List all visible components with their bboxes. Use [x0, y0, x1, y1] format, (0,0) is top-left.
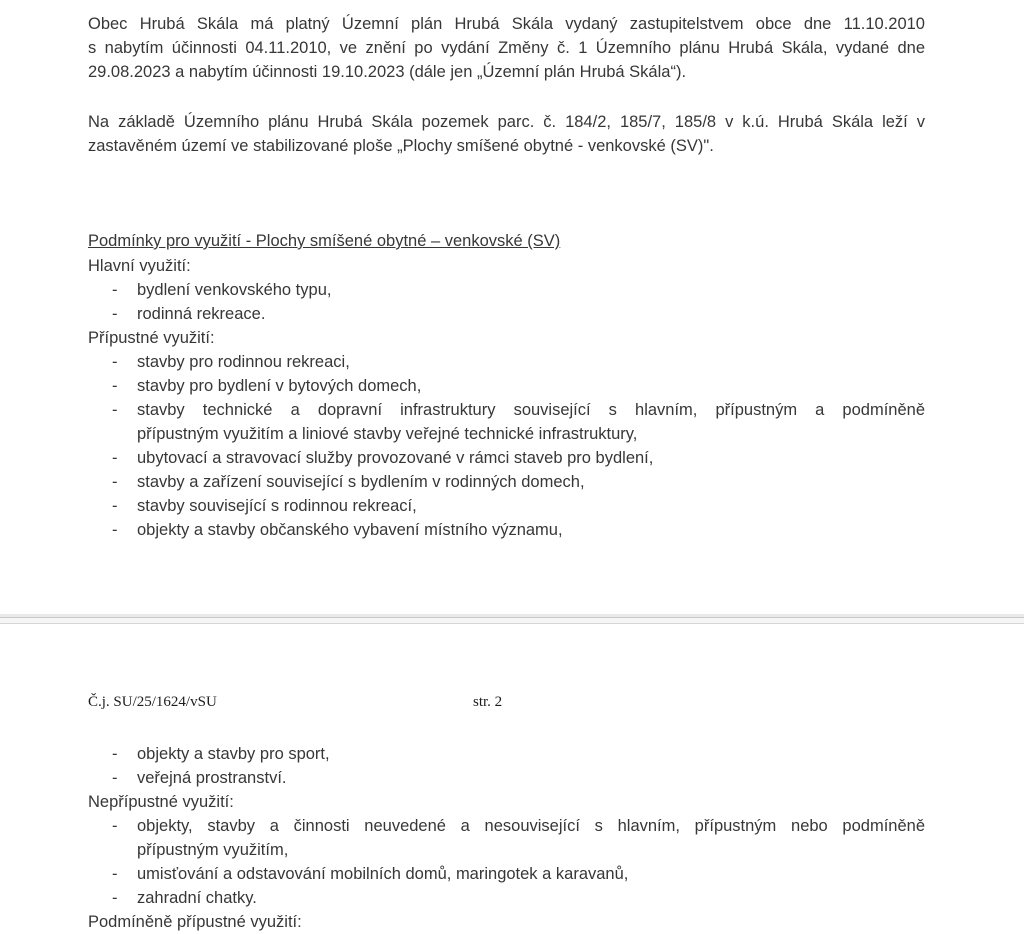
- list-item-text: přípustným využitím a liniové stavby veřejné technické infrastruktury,: [137, 425, 638, 443]
- list-item: [88, 494, 925, 518]
- bullet-dash: -: [112, 745, 118, 763]
- list-item-text: stavby technické a dopravní infrastruktury související s hlavním, přípustným a podmíněně: [137, 401, 925, 419]
- list-item-text: veřejná prostranství.: [137, 769, 287, 787]
- paragraph-line: zastavěném území ve stabilizované ploše „Plochy smíšené obytné - venkovské (SV)".: [88, 137, 714, 155]
- list-item-text: ubytovací a stravovací služby provozované v rámci staveb pro bydlení,: [137, 449, 654, 467]
- conditionally-permissible-use-label: Podmíněně přípustné využití:: [88, 913, 302, 931]
- bullet-dash: -: [112, 521, 118, 539]
- list-item-text: objekty, stavby a činnosti neuvedené a nesouvisející s hlavním, přípustným nebo podmíněně: [137, 817, 925, 835]
- bullet-dash: -: [112, 353, 118, 371]
- list-item: [88, 886, 925, 910]
- bullet-dash: -: [112, 377, 118, 395]
- list-item-text: stavby a zařízení související s bydlením v rodinných domech,: [137, 473, 585, 491]
- impermissible-use-label: Nepřípustné využití:: [88, 793, 234, 811]
- list-item-text: rodinná rekreace.: [137, 305, 266, 323]
- reference-number: Č.j. SU/25/1624/vSU: [88, 694, 217, 710]
- page-break-separator: [0, 614, 1024, 624]
- list-item: [88, 398, 925, 446]
- document-page-2: [0, 624, 1024, 931]
- bullet-dash: -: [112, 865, 118, 883]
- bullet-dash: -: [112, 401, 118, 419]
- bullet-dash: -: [112, 473, 118, 491]
- page-header: [88, 692, 925, 712]
- list-item: [88, 814, 925, 862]
- list-item: [88, 350, 925, 374]
- list-item-text: umisťování a odstavování mobilních domů, maringotek a karavanů,: [137, 865, 629, 883]
- page-number-label: str. 2: [473, 694, 503, 710]
- list-item-text: zahradní chatky.: [137, 889, 257, 907]
- list-item-text: objekty a stavby pro sport,: [137, 745, 330, 763]
- bullet-dash: -: [112, 281, 118, 299]
- permissible-use-label: Přípustné využití:: [88, 329, 215, 347]
- paragraph-line: Na základě Územního plánu Hrubá Skála pozemek parc. č. 184/2, 185/7, 185/8 v k.ú. Hrubá Skála leží v: [88, 113, 925, 131]
- bullet-dash: -: [112, 449, 118, 467]
- bullet-dash: -: [112, 497, 118, 515]
- paragraph-parcel-location: [88, 110, 925, 158]
- list-item: [88, 302, 925, 326]
- paragraph-plan-validity: [88, 12, 925, 84]
- bullet-dash: -: [112, 817, 118, 835]
- list-item-text: přípustným využitím,: [137, 841, 289, 859]
- list-item: [88, 278, 925, 302]
- paragraph-line: 29.08.2023 a nabytím účinnosti 19.10.2023 (dále jen „Územní plán Hrubá Skála“).: [88, 63, 687, 81]
- list-item-text: bydlení venkovského typu,: [137, 281, 332, 299]
- list-item-text: stavby pro rodinnou rekreaci,: [137, 353, 350, 371]
- bullet-dash: -: [112, 305, 118, 323]
- list-item: [88, 470, 925, 494]
- list-item: [88, 742, 925, 766]
- paragraph-line: Obec Hrubá Skála má platný Územní plán Hrubá Skála vydaný zastupitelstvem obce dne 11.10.2010: [88, 15, 925, 33]
- main-use-label: Hlavní využití:: [88, 257, 191, 275]
- paragraph-line: s nabytím účinnosti 04.11.2010, ve znění po vydání Změny č. 1 Územního plánu Hrubá Skála, vydané dne: [88, 39, 925, 57]
- list-item: [88, 766, 925, 790]
- list-item-text: stavby pro bydlení v bytových domech,: [137, 377, 422, 395]
- bullet-dash: -: [112, 889, 118, 907]
- list-item-text: stavby související s rodinnou rekreací,: [137, 497, 417, 515]
- section-heading: Podmínky pro využití - Plochy smíšené obytné – venkovské (SV): [88, 232, 561, 250]
- list-item: [88, 518, 925, 542]
- list-item: [88, 374, 925, 398]
- list-item-text: objekty a stavby občanského vybavení místního významu,: [137, 521, 563, 539]
- list-item: [88, 862, 925, 886]
- bullet-dash: -: [112, 769, 118, 787]
- list-item: [88, 446, 925, 470]
